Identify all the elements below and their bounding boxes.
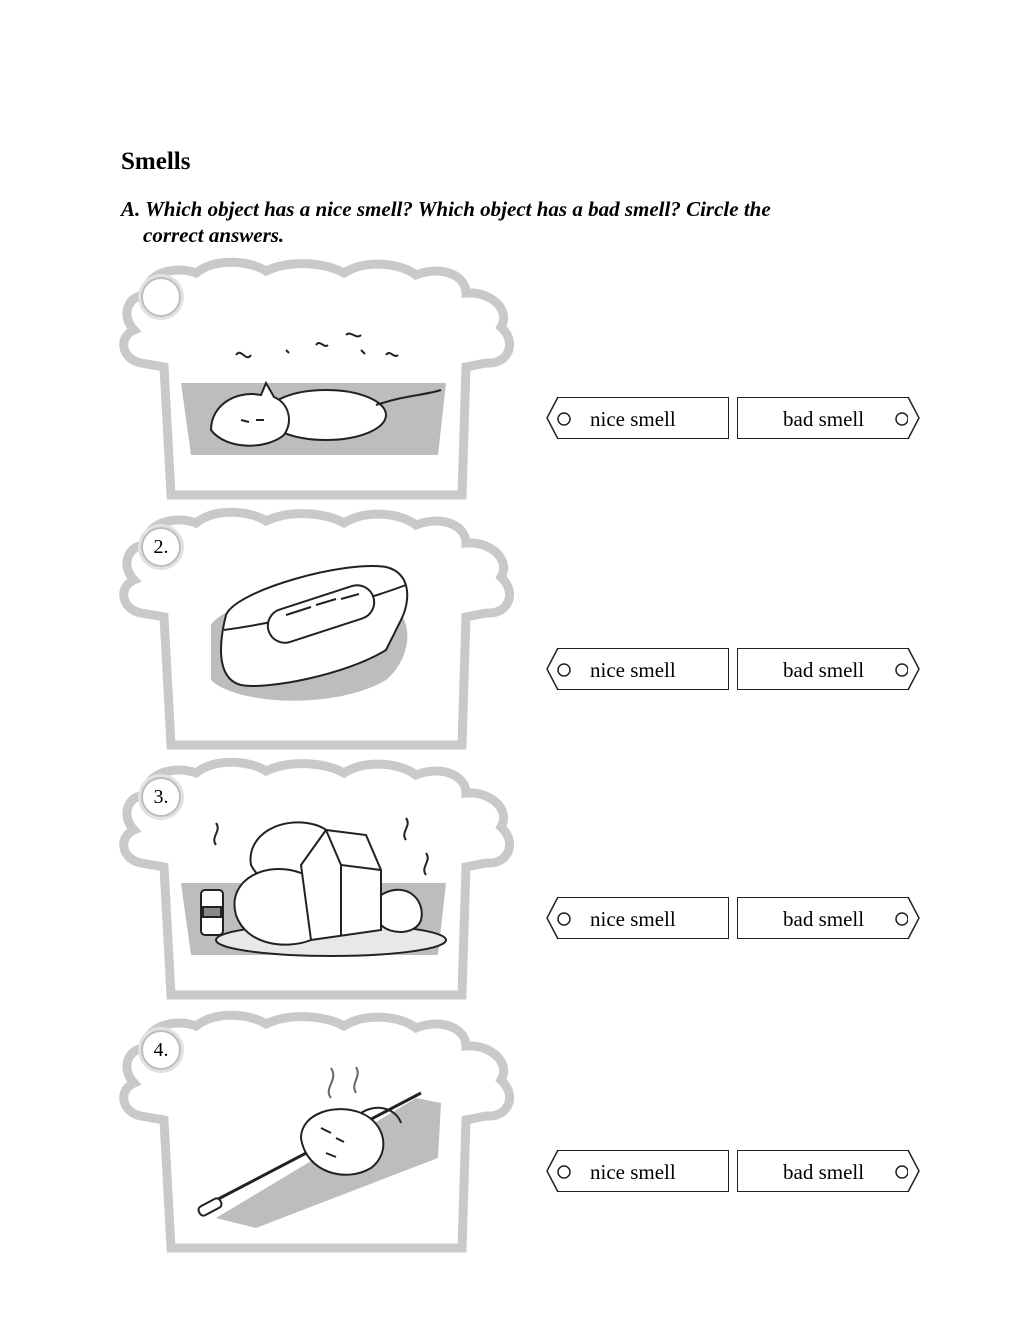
tag-point-right xyxy=(907,897,921,939)
option-label: nice smell xyxy=(590,907,676,931)
question-number: 3. xyxy=(141,777,181,817)
bad-smell-option[interactable] xyxy=(737,397,909,439)
bad-smell-option[interactable] xyxy=(737,648,909,690)
question-item-1 xyxy=(0,255,1024,505)
instruction-text xyxy=(121,196,881,248)
tag-point-right xyxy=(907,648,921,690)
bad-smell-option[interactable] xyxy=(737,897,909,939)
question-number: 4. xyxy=(141,1030,181,1070)
question-number xyxy=(141,277,181,317)
question-item-2 xyxy=(0,505,1024,755)
option-label: nice smell xyxy=(590,1160,676,1184)
bad-smell-option[interactable] xyxy=(737,1150,909,1192)
nice-smell-option[interactable] xyxy=(557,897,729,939)
choice-circle-icon[interactable] xyxy=(557,412,571,426)
nice-smell-option[interactable] xyxy=(557,397,729,439)
option-label: bad smell xyxy=(783,658,865,682)
worksheet-title: Smells xyxy=(121,148,191,175)
tag-point-right xyxy=(907,1150,921,1192)
choice-circle-icon[interactable] xyxy=(557,1165,571,1179)
nice-smell-option[interactable] xyxy=(557,1150,729,1192)
option-label: nice smell xyxy=(590,407,676,431)
option-label: bad smell xyxy=(783,407,865,431)
option-label: bad smell xyxy=(783,907,865,931)
question-item-4 xyxy=(0,1008,1024,1258)
tag-point-right xyxy=(907,397,921,439)
question-item-3 xyxy=(0,755,1024,1005)
instruction-line-1: A. Which object has a nice smell? Which object has a bad smell? Circle the xyxy=(121,197,771,221)
option-label: bad smell xyxy=(783,1160,865,1184)
question-number: 2. xyxy=(141,527,181,567)
nice-smell-option[interactable] xyxy=(557,648,729,690)
choice-circle-icon[interactable] xyxy=(557,663,571,677)
option-label: nice smell xyxy=(590,658,676,682)
choice-circle-icon[interactable] xyxy=(557,912,571,926)
instruction-line-2: correct answers. xyxy=(143,223,285,247)
